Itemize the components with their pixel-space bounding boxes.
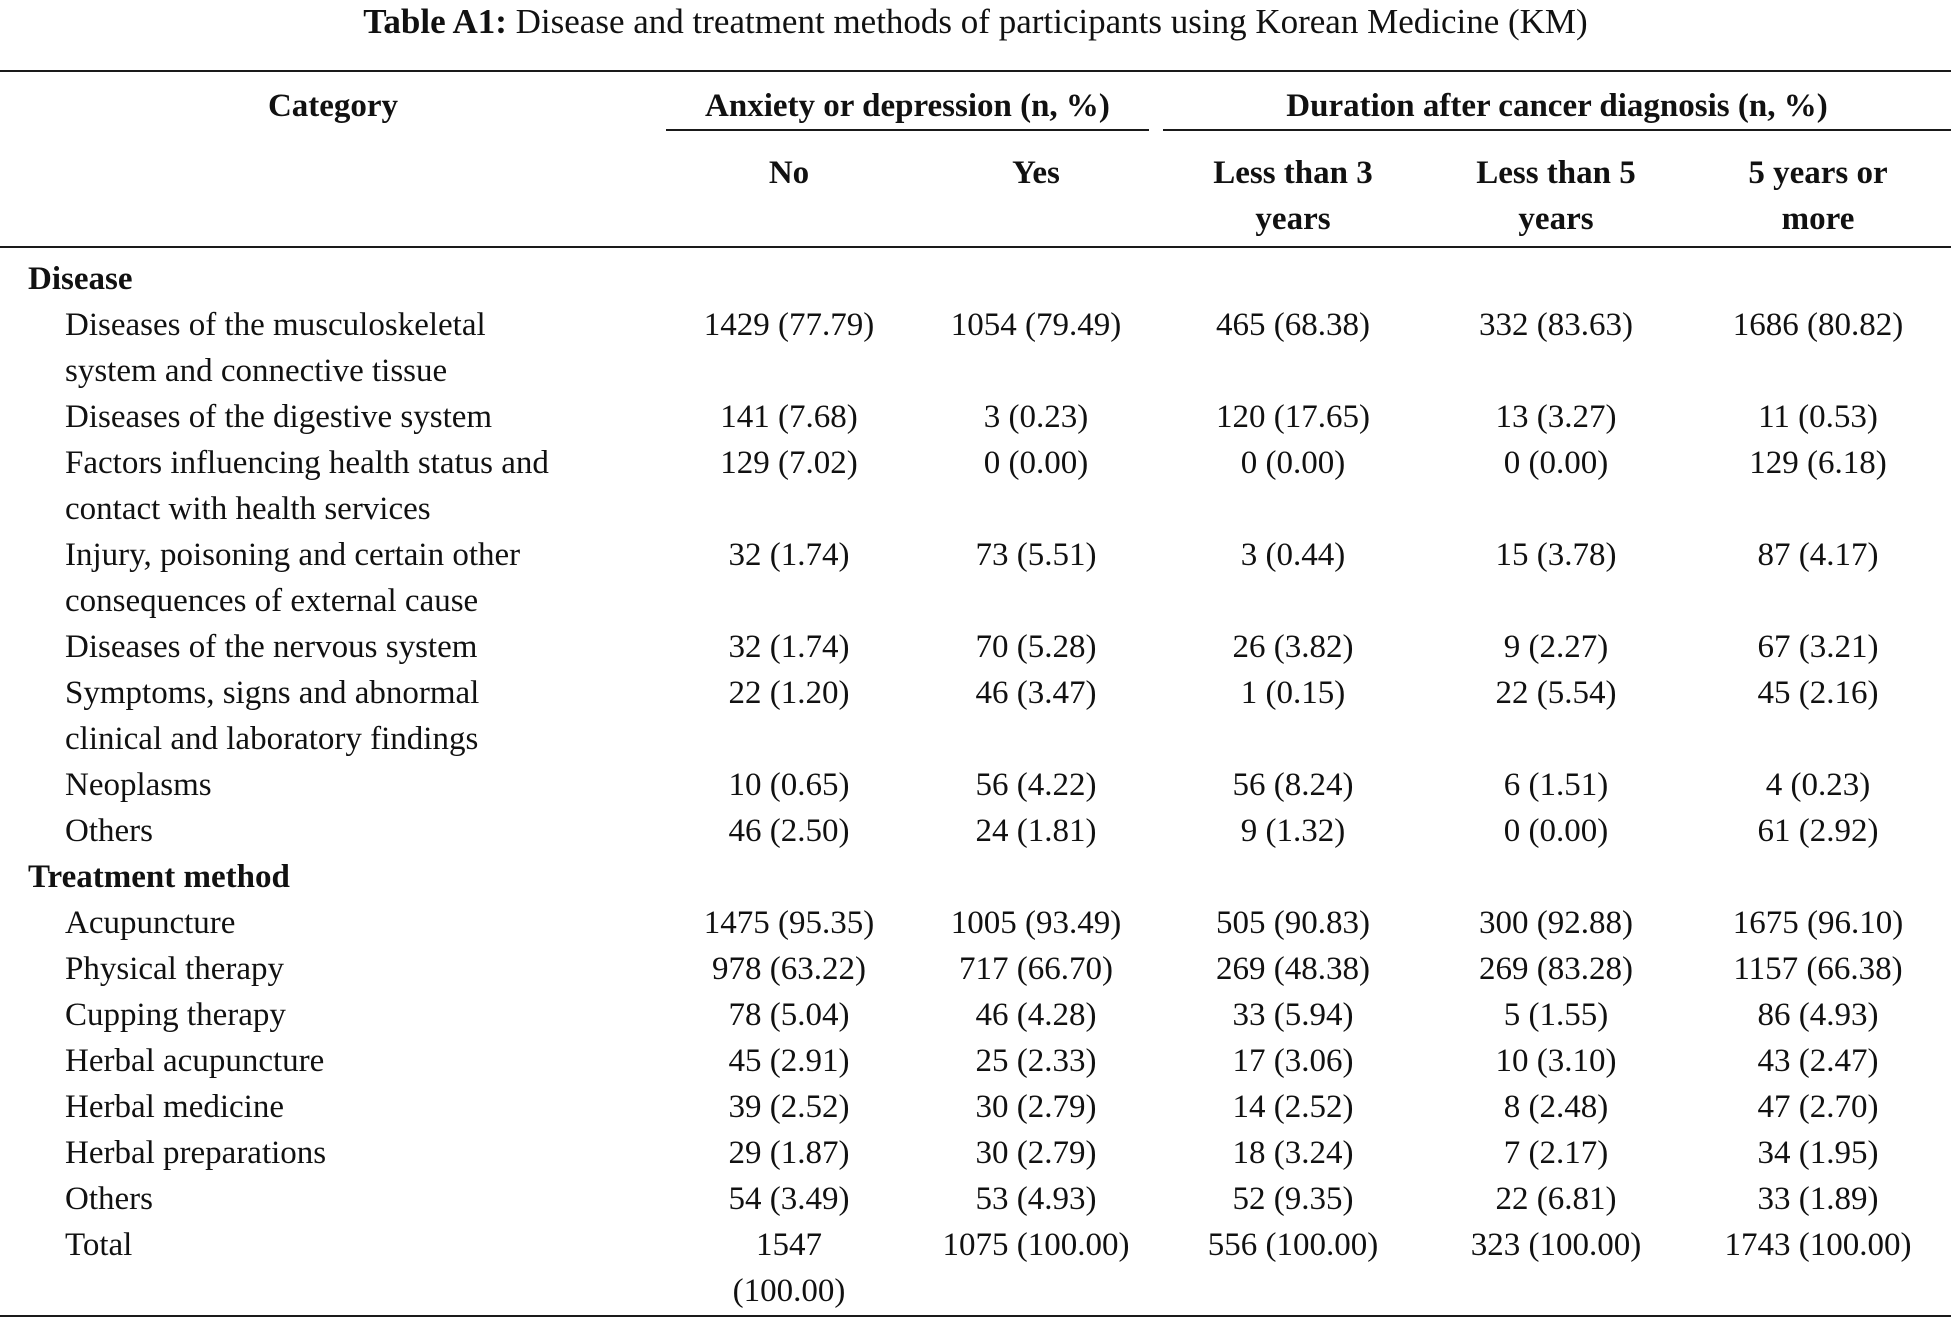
row-label: Herbal medicine <box>65 1089 284 1125</box>
row-value: 52 (9.35) <box>1232 1181 1354 1217</box>
row-value: 332 (83.63) <box>1479 307 1633 343</box>
row-value: 43 (2.47) <box>1757 1043 1879 1079</box>
subheader-col-2: Yes <box>1012 155 1060 191</box>
row-value: 1157 (66.38) <box>1733 951 1903 987</box>
row-value: 46 (4.28) <box>975 997 1097 1033</box>
row-value: 323 (100.00) <box>1470 1227 1642 1263</box>
row-value: 6 (1.51) <box>1503 767 1609 803</box>
row-value: 18 (3.24) <box>1232 1135 1354 1171</box>
row-value: 1 (0.15) <box>1240 675 1346 711</box>
row-value: 129 (7.02) <box>720 445 858 481</box>
row-value: 1075 (100.00) <box>942 1227 1130 1263</box>
row-value: 141 (7.68) <box>720 399 858 435</box>
row-value: 1675 (96.10) <box>1732 905 1904 941</box>
row-value: 67 (3.21) <box>1757 629 1879 665</box>
row-value: 10 (3.10) <box>1495 1043 1617 1079</box>
subheader-col-3: Less than 3 <box>1213 155 1373 191</box>
row-value: 26 (3.82) <box>1232 629 1354 665</box>
row-label: Cupping therapy <box>65 997 286 1033</box>
row-value: 4 (0.23) <box>1765 767 1871 803</box>
row-value: 0 (0.00) <box>1503 813 1609 849</box>
row-value: 56 (4.22) <box>975 767 1097 803</box>
row-value: 7 (2.17) <box>1503 1135 1609 1171</box>
row-value: 120 (17.65) <box>1216 399 1370 435</box>
row-value: 39 (2.52) <box>728 1089 850 1125</box>
row-value: 25 (2.33) <box>975 1043 1097 1079</box>
row-value: (100.00) <box>732 1273 846 1309</box>
top-rule <box>0 70 1951 72</box>
row-value: 32 (1.74) <box>728 629 850 665</box>
row-label: clinical and laboratory findings <box>65 721 479 757</box>
row-label: Factors influencing health status and <box>65 445 549 481</box>
subheader-col-4: Less than 5 <box>1476 155 1636 191</box>
row-value: 1005 (93.49) <box>950 905 1122 941</box>
row-value: 1547 <box>756 1227 822 1263</box>
row-label: Others <box>65 1181 153 1217</box>
row-value: 22 (1.20) <box>728 675 850 711</box>
row-label: contact with health services <box>65 491 431 527</box>
row-value: 10 (0.65) <box>728 767 850 803</box>
row-value: 5 (1.55) <box>1503 997 1609 1033</box>
row-value: 73 (5.51) <box>975 537 1097 573</box>
row-value: 300 (92.88) <box>1479 905 1633 941</box>
section-title: Treatment method <box>28 859 290 895</box>
row-value: 45 (2.91) <box>728 1043 850 1079</box>
row-value: 24 (1.81) <box>975 813 1097 849</box>
header-bottom-rule <box>0 246 1951 248</box>
row-label: consequences of external cause <box>65 583 479 619</box>
section-title: Disease <box>28 261 133 297</box>
row-value: 22 (5.54) <box>1495 675 1617 711</box>
subheader-col-3: years <box>1255 201 1331 237</box>
row-value: 0 (0.00) <box>983 445 1089 481</box>
row-value: 53 (4.93) <box>975 1181 1097 1217</box>
row-value: 1054 (79.49) <box>950 307 1122 343</box>
row-value: 269 (83.28) <box>1479 951 1633 987</box>
row-value: 13 (3.27) <box>1495 399 1617 435</box>
row-value: 70 (5.28) <box>975 629 1097 665</box>
row-value: 1475 (95.35) <box>703 905 875 941</box>
row-value: 86 (4.93) <box>1757 997 1879 1033</box>
row-value: 0 (0.00) <box>1503 445 1609 481</box>
row-label: Acupuncture <box>65 905 236 941</box>
row-value: 11 (0.53) <box>1758 399 1878 435</box>
header-group-duration: Duration after cancer diagnosis (n, %) <box>1286 88 1828 124</box>
caption-text: Disease and treatment methods of participants using Korean Medicine (KM) <box>515 2 1588 41</box>
row-value: 505 (90.83) <box>1216 905 1370 941</box>
row-value: 3 (0.23) <box>983 399 1089 435</box>
row-label: Total <box>65 1227 133 1263</box>
row-label: Herbal acupuncture <box>65 1043 325 1079</box>
subheader-col-5: more <box>1781 201 1855 237</box>
row-label: Physical therapy <box>65 951 285 987</box>
subheader-col-1: No <box>768 155 810 191</box>
row-label: Neoplasms <box>65 767 212 803</box>
row-value: 1429 (77.79) <box>703 307 875 343</box>
row-value: 46 (3.47) <box>975 675 1097 711</box>
row-value: 465 (68.38) <box>1216 307 1370 343</box>
row-value: 8 (2.48) <box>1503 1089 1609 1125</box>
row-value: 269 (48.38) <box>1216 951 1370 987</box>
row-value: 1686 (80.82) <box>1732 307 1904 343</box>
row-value: 78 (5.04) <box>728 997 850 1033</box>
row-label: system and connective tissue <box>65 353 448 389</box>
row-value: 32 (1.74) <box>728 537 850 573</box>
row-value: 30 (2.79) <box>975 1089 1097 1125</box>
row-label: Herbal preparations <box>65 1135 327 1171</box>
row-value: 61 (2.92) <box>1757 813 1879 849</box>
row-value: 87 (4.17) <box>1757 537 1879 573</box>
row-value: 556 (100.00) <box>1207 1227 1379 1263</box>
row-value: 56 (8.24) <box>1232 767 1354 803</box>
bottom-rule <box>0 1315 1951 1317</box>
row-value: 3 (0.44) <box>1240 537 1346 573</box>
row-value: 129 (6.18) <box>1749 445 1887 481</box>
row-value: 46 (2.50) <box>728 813 850 849</box>
group2-rule <box>1163 129 1951 131</box>
row-value: 717 (66.70) <box>959 951 1113 987</box>
row-value: 22 (6.81) <box>1495 1181 1617 1217</box>
row-label: Diseases of the musculoskeletal <box>65 307 486 343</box>
row-value: 15 (3.78) <box>1495 537 1617 573</box>
row-value: 1743 (100.00) <box>1724 1227 1912 1263</box>
row-label: Diseases of the digestive system <box>65 399 493 435</box>
subheader-col-5: 5 years or <box>1748 155 1888 191</box>
row-value: 978 (63.22) <box>712 951 866 987</box>
row-value: 29 (1.87) <box>728 1135 850 1171</box>
row-value: 9 (1.32) <box>1240 813 1346 849</box>
subheader-col-4: years <box>1518 201 1594 237</box>
row-value: 17 (3.06) <box>1232 1043 1354 1079</box>
row-value: 30 (2.79) <box>975 1135 1097 1171</box>
row-value: 54 (3.49) <box>728 1181 850 1217</box>
table-caption <box>0 0 1951 44</box>
row-label: Diseases of the nervous system <box>65 629 478 665</box>
caption-label: Table A1: <box>363 2 507 41</box>
row-value: 9 (2.27) <box>1503 629 1609 665</box>
row-label: Injury, poisoning and certain other <box>65 537 521 573</box>
row-value: 34 (1.95) <box>1757 1135 1879 1171</box>
header-category: Category <box>267 88 399 124</box>
row-value: 33 (5.94) <box>1232 997 1354 1033</box>
row-value: 0 (0.00) <box>1240 445 1346 481</box>
row-label: Symptoms, signs and abnormal <box>65 675 480 711</box>
group1-rule <box>666 129 1149 131</box>
row-label: Others <box>65 813 153 849</box>
row-value: 14 (2.52) <box>1232 1089 1354 1125</box>
row-value: 47 (2.70) <box>1757 1089 1879 1125</box>
header-group-anxiety: Anxiety or depression (n, %) <box>705 88 1110 124</box>
row-value: 45 (2.16) <box>1757 675 1879 711</box>
row-value: 33 (1.89) <box>1757 1181 1879 1217</box>
